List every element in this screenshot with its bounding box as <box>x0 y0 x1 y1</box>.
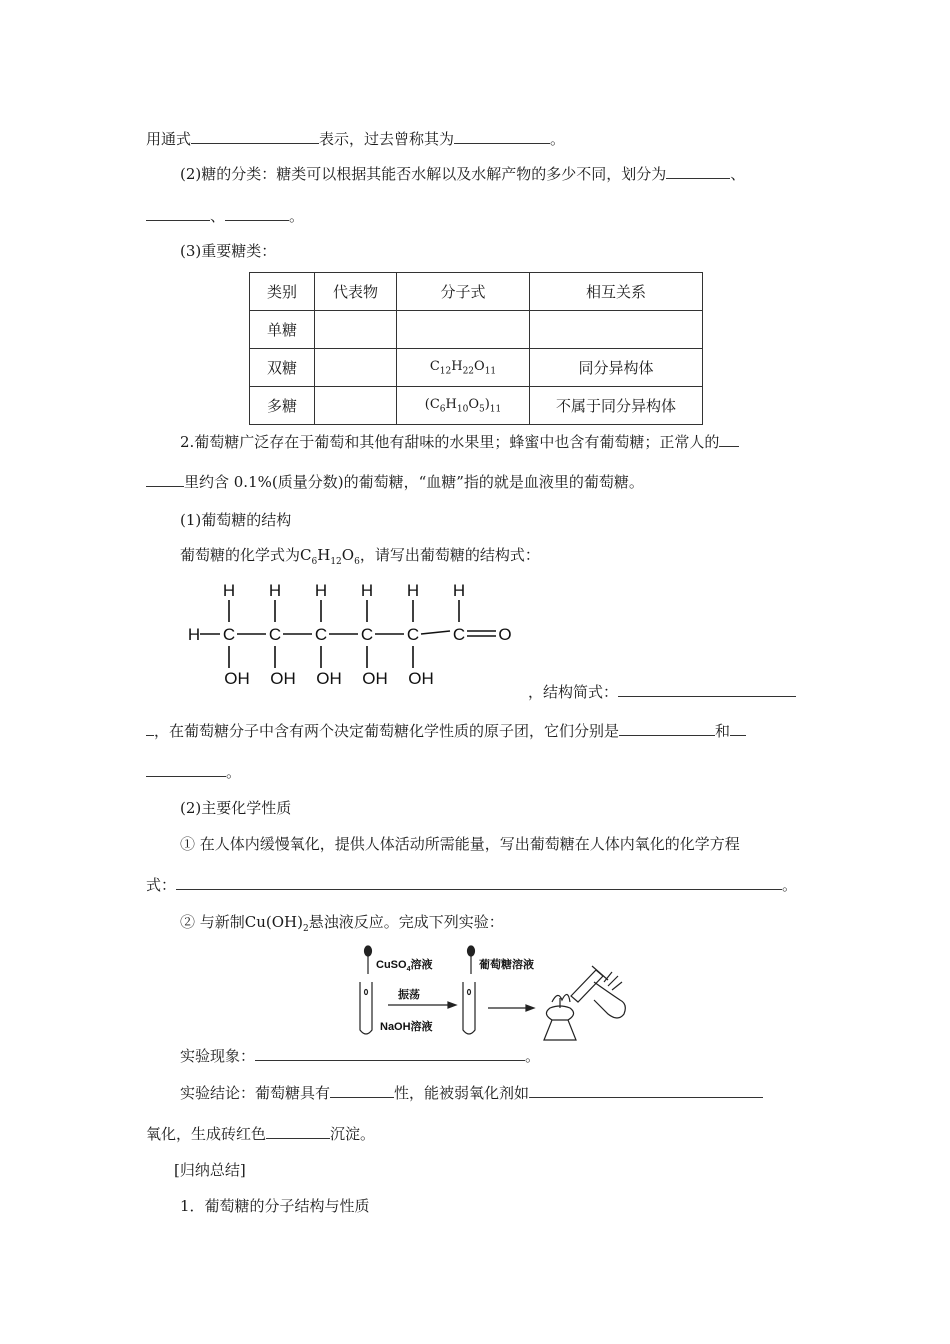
label-cuso4: CuSO$_4$溶液 <box>376 959 433 973</box>
table-header: 相互关系 <box>530 273 703 311</box>
atom-h: H <box>360 581 374 600</box>
blank-phenomenon[interactable] <box>255 1046 525 1061</box>
group-oh: OH <box>362 669 388 688</box>
label-glucose-solution: 葡萄糖溶液 <box>479 959 534 971</box>
blank-class-1[interactable] <box>666 164 730 179</box>
table-cell-formula[interactable] <box>397 311 530 349</box>
table-cell-category: 单糖 <box>250 311 315 349</box>
blank-simplified-formula-cont[interactable] <box>146 721 154 736</box>
table-cell-formula: $C_{12}H_{22}O_{11}$ <box>397 349 530 387</box>
atom-c: C <box>222 625 236 644</box>
table-cell-category: 多糖 <box>250 387 315 425</box>
atom-c: C <box>360 625 374 644</box>
atom-h: H <box>187 625 201 644</box>
paragraph-glucose-intro-cont: 里约含 0.1%(质量分数)的葡萄糖，“血糖”指的就是血液里的葡萄糖。 <box>146 472 644 492</box>
section-important-sugars: (3)重要糖类： <box>180 242 277 260</box>
blank-group-2[interactable] <box>730 721 746 736</box>
section-summary: [归纳总结] <box>174 1161 246 1179</box>
paragraph-glucose-intro: 2.葡萄糖广泛存在于葡萄和其他有甜味的水果里；蜂蜜中也含有葡萄糖；正常人的 <box>180 432 739 452</box>
group-oh: OH <box>316 669 342 688</box>
table-header: 代表物 <box>315 273 397 311</box>
paragraph-molecular-formula: 葡萄糖的化学式为$C_6H_{12}O_6$，请写出葡萄糖的结构式： <box>180 546 540 567</box>
atom-h: H <box>222 581 236 600</box>
paragraph-phenomenon: 实验现象： 。 <box>180 1047 541 1065</box>
experiment-diagram <box>356 944 636 1044</box>
sugar-table <box>249 272 703 425</box>
paragraph-conclusion: 实验结论：葡萄糖具有 性，能被弱氧化剂如 <box>180 1083 763 1103</box>
table-cell-representative[interactable] <box>315 311 397 349</box>
blank-general-formula[interactable] <box>191 129 319 144</box>
table-header: 类别 <box>250 273 315 311</box>
paragraph-cuoh2-reaction: ② 与新制$Cu(OH)_2$悬浊液反应。完成下列实验： <box>180 913 504 934</box>
paragraph-conclusion-cont: 氧化，生成砖红色 沉淀。 <box>146 1125 376 1143</box>
blank-old-name[interactable] <box>454 129 550 144</box>
atom-h: H <box>314 581 328 600</box>
atom-h: H <box>452 581 466 600</box>
glucose-structural-formula <box>180 578 520 688</box>
atom-c: C <box>452 625 466 644</box>
atom-h: H <box>406 581 420 600</box>
table-header: 分子式 <box>397 273 530 311</box>
paragraph-simplified-formula: ，结构简式： <box>528 682 796 702</box>
paragraph-classification: (2)糖的分类：糖类可以根据其能否水解以及水解产物的多少不同，划分为 、 <box>180 165 746 183</box>
table-cell-relation: 不属于同分异构体 <box>530 387 703 425</box>
blank-oxidant[interactable] <box>529 1083 763 1098</box>
atom-o: O <box>498 625 512 644</box>
blank-class-3[interactable] <box>225 206 289 221</box>
blank-simplified-formula[interactable] <box>618 682 796 697</box>
table-cell-relation[interactable] <box>530 311 703 349</box>
table-row <box>250 349 703 387</box>
table-cell-category: 双糖 <box>250 349 315 387</box>
table-cell-relation: 同分异构体 <box>530 349 703 387</box>
blank-oxidation-equation[interactable] <box>176 875 782 890</box>
table-cell-representative[interactable] <box>315 349 397 387</box>
paragraph-functional-groups-cont: 。 <box>146 762 241 782</box>
group-oh: OH <box>224 669 250 688</box>
table-cell-formula: $(C_6H_{10}O_5)_{11}$ <box>397 387 530 425</box>
label-naoh: NaOH溶液 <box>380 1021 433 1033</box>
blank-precipitate[interactable] <box>266 1124 330 1139</box>
paragraph-classification-cont: 、 。 <box>146 206 304 226</box>
atom-c: C <box>314 625 328 644</box>
paragraph-oxidation: ① 在人体内缓慢氧化，提供人体活动所需能量，写出葡萄糖在人体内氧化的化学方程 <box>180 835 740 853</box>
table-row <box>250 387 703 425</box>
section-glucose-structure: (1)葡萄糖的结构 <box>180 511 292 529</box>
blank-group-1[interactable] <box>619 721 715 736</box>
paragraph-general-formula: 用通式 表示，过去曾称其为 。 <box>146 130 566 148</box>
paragraph-summary-item-1: 1．葡萄糖的分子结构与性质 <box>180 1197 370 1215</box>
group-oh: OH <box>408 669 434 688</box>
table-row <box>250 311 703 349</box>
label-shake: 振荡 <box>398 989 420 1001</box>
atom-h: H <box>268 581 282 600</box>
table-cell-representative[interactable] <box>315 387 397 425</box>
blank-body-fluid-cont[interactable] <box>146 472 184 487</box>
paragraph-functional-groups: ，在葡萄糖分子中含有两个决定葡萄糖化学性质的原子团，它们分别是 和 <box>146 721 746 741</box>
blank-group-2-cont[interactable] <box>146 762 226 777</box>
section-chemical-properties: (2)主要化学性质 <box>180 799 292 817</box>
group-oh: OH <box>270 669 296 688</box>
paragraph-equation: 式： 。 <box>146 876 798 894</box>
table-header-row <box>250 273 703 311</box>
blank-property[interactable] <box>330 1083 394 1098</box>
blank-body-fluid[interactable] <box>719 432 739 447</box>
atom-c: C <box>268 625 282 644</box>
blank-class-2[interactable] <box>146 206 210 221</box>
atom-c: C <box>406 625 420 644</box>
